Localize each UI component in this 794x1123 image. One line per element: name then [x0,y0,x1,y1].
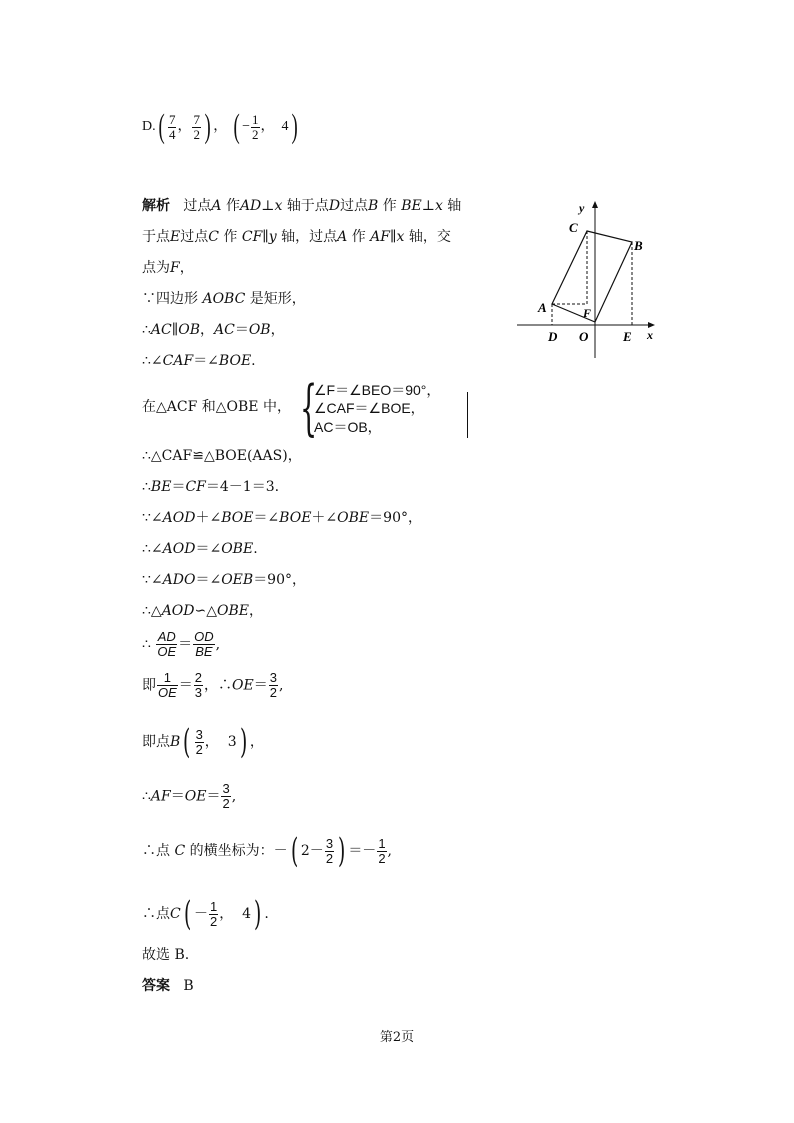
answer-line [142,977,194,995]
solution-line-18: ∴点 C 的横坐标为：－( 2－ $\frac{3}{2}$ ) ＝－ $\frac{1}{2}$ , [142,831,392,871]
label-f: F [583,306,592,320]
frac-d-y: $\frac{7}{2}$ [193,111,200,142]
solution-line-1: 解析 过点A 作AD⊥x 轴于点D过点B 作 BE⊥x 轴 [142,198,462,214]
label-y: y [579,201,585,215]
solution-line-19: ∴点C( － $\frac{1}{2}$ ， 4) . [142,894,269,934]
label-b: B [634,238,643,253]
geometry-figure [512,198,662,358]
answer-value: B [183,978,194,994]
solution-line-17: ∴AF＝OE＝ $\frac{3}{2}$ , [142,781,237,811]
label-d: D [548,329,558,344]
system-row-1: ∠F＝∠BEO＝90°， [314,382,441,398]
answer-label: 答案 [142,978,170,994]
y-axis-arrow [592,201,598,208]
label-x: x [647,328,653,342]
solution-line-11: ∴∠AOD＝∠OBE. [142,541,258,557]
label-a: A [538,300,547,315]
rectangle-aobc [552,231,632,322]
page-footer: 第2页 [379,1030,415,1045]
solution-line-16: 即点B( $\frac{3}{2}$ ， 3) ， [142,722,264,762]
solution-line-3: 点为F， [142,260,194,276]
solution-line-5: ∴AC∥OB，AC＝OB， [142,322,285,338]
solution-line-9: ∴BE＝CF＝4－1＝3. [142,479,280,495]
system-row-3: AC＝OB， [314,419,382,435]
system-brace: { [300,373,318,443]
frac-d-x: $\frac{7}{4}$ [168,111,176,142]
label-e: E [623,329,632,344]
system-row-2: ∠CAF＝∠BOE， [314,400,425,416]
solution-line-2: 于点E过点C 作 CF∥y 轴，过点A 作 AF∥x 轴，交 [142,229,451,245]
system-right-bar [467,392,468,438]
solution-line-14: ∴ $\frac{AD}{OE}$ ＝ $\frac{OD}{BE}$ , [142,629,221,659]
option-d: D.( $\frac{7}{4}$ ， $\frac{7}{2}$ ) ， ( − $\frac{1}{2}$ ， 4) [142,108,298,145]
frac-d2-x: $\frac{1}{2}$ [252,111,259,142]
solution-line-10: ∵∠AOD＋∠BOE＝∠BOE＋∠OBE＝90°， [142,510,422,526]
solution-line-8: ∴△CAF≌△BOE(AAS)， [142,448,302,464]
solution-line-12: ∵∠ADO＝∠OEB＝90°， [142,572,307,588]
solution-line-15: 即 $\frac{1}{OE}$ ＝ $\frac{2}{3}$ ，∴OE＝ $\frac{3}{2}$ , [142,670,284,700]
solution-line-13: ∴△AOD∽△OBE， [142,603,263,619]
label-o: O [579,329,589,344]
solution-line-4: ∵四边形 AOBC 是矩形， [142,291,306,307]
solution-line-6: ∴∠CAF＝∠BOE. [142,353,256,369]
solution-line-7: 在△ACF 和△OBE 中， [142,399,291,415]
solution-line-20: 故选 B. [142,947,190,963]
label-c: C [569,220,578,235]
solution-label: 解析 [142,198,170,214]
